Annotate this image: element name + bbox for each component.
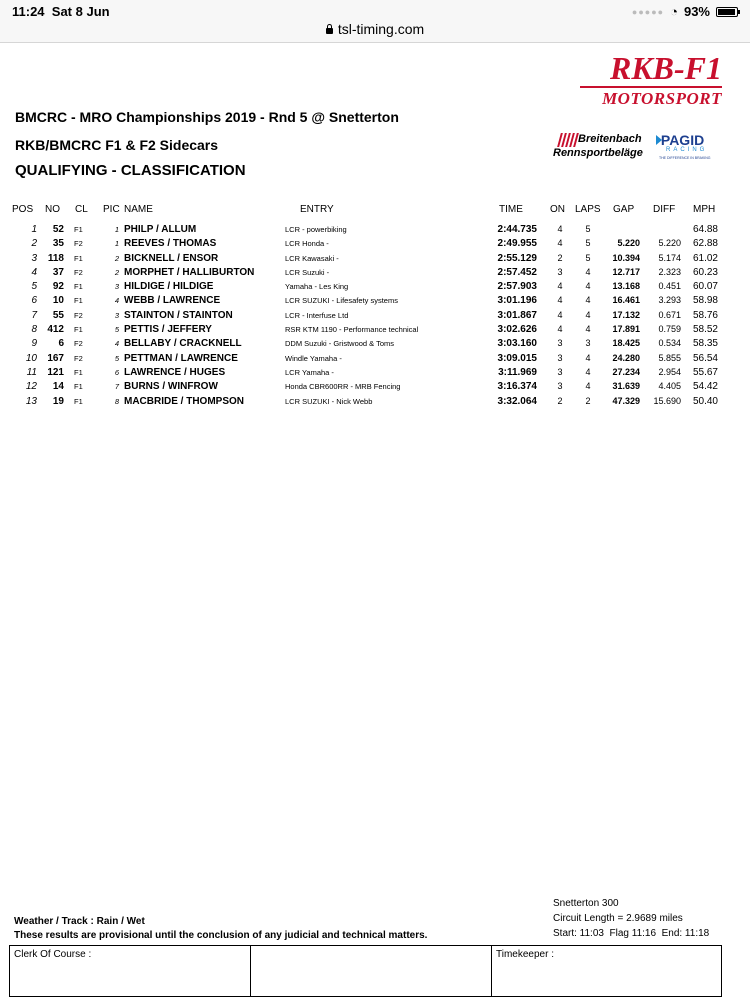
cell-time: 2:57.452 — [497, 266, 537, 278]
cell-pic: 1 — [114, 225, 119, 234]
cell-gap: 5.220 — [617, 238, 640, 249]
cell-cl: F2 — [74, 310, 83, 320]
cell-gap: 47.329 — [612, 395, 640, 406]
cell-no: 6 — [58, 338, 64, 350]
status-time: 11:24 Sat 8 Jun — [12, 4, 110, 19]
cell-diff: 0.671 — [658, 309, 681, 320]
url-text: tsl-timing.com — [337, 21, 425, 37]
cell-pos: 11 — [26, 366, 37, 378]
cell-on: 3 — [557, 366, 563, 377]
cell-cl: F1 — [74, 396, 83, 406]
col-name: NAME — [124, 204, 153, 215]
cell-mph: 58.76 — [692, 309, 718, 321]
cell-diff: 5.855 — [658, 352, 681, 363]
signal-icon: ●●●●● — [631, 6, 665, 17]
cell-pos: 4 — [31, 266, 37, 278]
cell-pic: 5 — [114, 353, 119, 363]
table-row — [0, 310, 750, 324]
cell-mph: 58.98 — [692, 295, 718, 307]
cell-entry: LCR - Interfuse Ltd — [285, 310, 349, 320]
cell-laps: 5 — [585, 238, 591, 249]
cell-entry: LCR Kawasaki - — [285, 253, 339, 263]
cell-name: BELLABY / CRACKNELL — [124, 338, 242, 350]
session-title: QUALIFYING - CLASSIFICATION — [15, 162, 246, 179]
table-row — [0, 396, 750, 410]
cell-gap: 27.234 — [612, 366, 640, 377]
cell-on: 3 — [557, 338, 563, 349]
cell-no: 10 — [52, 295, 64, 307]
cell-laps: 4 — [585, 281, 591, 292]
cell-diff: 15.690 — [653, 395, 681, 406]
col-pic: PIC — [103, 204, 120, 215]
cell-gap: 18.425 — [612, 338, 640, 349]
cell-cl: F2 — [74, 353, 83, 363]
cell-mph: 56.54 — [692, 352, 718, 364]
cell-on: 3 — [557, 266, 563, 277]
cell-mph: 60.23 — [692, 266, 718, 278]
cell-gap: 17.891 — [612, 324, 640, 335]
cell-on: 4 — [557, 238, 563, 249]
col-mph: MPH — [693, 204, 716, 215]
cell-cl: F1 — [74, 282, 83, 292]
table-row — [0, 224, 750, 238]
cell-mph: 58.35 — [692, 338, 718, 350]
cell-laps: 5 — [585, 252, 591, 263]
cell-no: 121 — [47, 366, 64, 378]
cell-laps: 4 — [585, 352, 591, 363]
cell-on: 4 — [557, 224, 563, 234]
lock-icon — [326, 28, 333, 34]
cell-no: 52 — [52, 224, 64, 235]
pagid-tagline: THE DIFFERENCE IN BRAKING — [659, 156, 711, 160]
cell-diff: 3.293 — [658, 295, 681, 306]
cell-on: 4 — [557, 309, 563, 320]
cell-pos: 12 — [25, 381, 37, 393]
cell-laps: 4 — [585, 324, 591, 335]
class-title: RKB/BMCRC F1 & F2 Sidecars — [15, 137, 219, 153]
logo-divider — [580, 86, 722, 88]
cell-no: 412 — [47, 324, 64, 336]
cell-time: 2:57.903 — [497, 281, 537, 293]
cell-cl: F1 — [74, 225, 83, 234]
cell-no: 19 — [52, 395, 64, 407]
cell-time: 3:01.867 — [497, 309, 537, 321]
cell-on: 3 — [557, 381, 563, 392]
col-no: NO — [45, 204, 60, 215]
cell-diff: 4.405 — [658, 381, 681, 392]
cell-gap: 24.280 — [612, 352, 640, 363]
cell-diff: 0.534 — [658, 338, 681, 349]
cell-on: 4 — [557, 324, 563, 335]
cell-no: 55 — [52, 309, 64, 321]
cell-laps: 5 — [585, 224, 591, 234]
table-row — [0, 295, 750, 309]
cell-laps: 2 — [585, 395, 591, 406]
cell-mph: 60.07 — [692, 281, 718, 293]
logo-main-text: RKB-F1 — [609, 50, 722, 86]
cell-name: LAWRENCE / HUGES — [124, 366, 226, 378]
cell-pos: 6 — [31, 295, 37, 307]
cell-no: 37 — [52, 266, 64, 278]
breitenbach-name: Breitenbach — [578, 133, 642, 145]
cell-gap: 10.394 — [612, 252, 640, 263]
cell-entry: LCR Honda - — [285, 239, 329, 249]
table-row — [0, 324, 750, 338]
cell-on: 3 — [557, 352, 563, 363]
cell-entry: LCR Suzuki - — [285, 267, 330, 277]
url-bar[interactable] — [0, 22, 750, 43]
cell-mph: 54.42 — [692, 381, 718, 393]
weather-track: Weather / Track : Rain / Wet — [14, 916, 145, 927]
rkb-f1-logo — [572, 52, 722, 107]
cell-name: PHILP / ALLUM — [124, 224, 197, 235]
cell-gap: 13.168 — [612, 281, 640, 292]
cell-entry: LCR SUZUKI - Nick Webb — [285, 396, 373, 406]
signature-box — [9, 945, 722, 997]
cell-time: 3:02.626 — [497, 324, 537, 336]
cell-cl: F1 — [74, 296, 83, 306]
cell-entry: LCR Yamaha - — [285, 367, 334, 377]
col-cl: CL — [75, 204, 88, 215]
cell-pos: 13 — [25, 395, 37, 407]
table-row — [0, 238, 750, 252]
cell-mph: 55.67 — [692, 366, 718, 378]
table-row — [0, 267, 750, 281]
session-times: Start: 11:03 Flag 11:16 End: 11:18 — [553, 928, 710, 939]
col-gap: GAP — [613, 204, 635, 215]
cell-laps: 3 — [585, 338, 591, 349]
cell-pic: 1 — [114, 239, 119, 249]
cell-on: 2 — [557, 395, 563, 406]
cell-mph: 58.52 — [692, 324, 718, 336]
cell-diff: 2.954 — [658, 366, 681, 377]
cell-entry: RSR KTM 1190 - Performance technical — [285, 325, 419, 335]
cell-pos: 8 — [31, 324, 37, 336]
battery-percent: 93% — [683, 4, 710, 19]
cell-mph: 50.40 — [692, 395, 718, 407]
breitenbach-stripes-icon — [557, 133, 577, 147]
cell-pic: 3 — [114, 310, 119, 320]
table-row — [0, 381, 750, 395]
cell-name: MACBRIDE / THOMPSON — [124, 395, 244, 407]
cell-cl: F2 — [74, 239, 83, 249]
cell-diff: 5.174 — [658, 252, 681, 263]
cell-time: 3:32.064 — [497, 395, 537, 407]
cell-pos: 3 — [31, 252, 37, 264]
cell-pos: 1 — [31, 224, 37, 235]
cell-no: 118 — [47, 252, 64, 264]
cell-no: 35 — [52, 238, 64, 250]
battery-icon — [716, 7, 738, 17]
cell-laps: 4 — [585, 366, 591, 377]
results-header — [0, 204, 750, 218]
championship-title: BMCRC - MRO Championships 2019 - Rnd 5 @ Snetterton — [15, 109, 399, 125]
cell-pic: 7 — [114, 382, 119, 392]
col-time: TIME — [499, 204, 523, 215]
cell-name: STAINTON / STAINTON — [124, 309, 233, 321]
cell-name: PETTIS / JEFFERY — [124, 324, 212, 336]
cell-on: 4 — [557, 281, 563, 292]
cell-mph: 61.02 — [692, 252, 718, 264]
col-diff: DIFF — [653, 204, 676, 215]
cell-mph: 62.88 — [692, 238, 718, 250]
cell-pos: 7 — [31, 309, 37, 321]
col-entry: ENTRY — [300, 204, 334, 215]
cell-name: BURNS / WINFROW — [124, 381, 218, 393]
cell-time: 2:44.735 — [497, 224, 537, 235]
cell-diff: 2.323 — [658, 266, 681, 277]
cell-cl: F1 — [74, 382, 83, 392]
cell-pic: 3 — [114, 282, 119, 292]
circuit-info — [553, 896, 709, 941]
cell-time: 3:11.969 — [498, 366, 537, 378]
cell-entry: Honda CBR600RR - MRB Fencing — [285, 382, 401, 392]
results-table — [0, 224, 750, 410]
cell-diff: 0.759 — [658, 324, 681, 335]
cell-laps: 4 — [585, 381, 591, 392]
cell-time: 3:01.196 — [497, 295, 537, 307]
cell-pic: 8 — [114, 396, 119, 406]
cell-name: HILDIGE / HILDIGE — [124, 281, 214, 293]
cell-pos: 5 — [31, 281, 37, 293]
cell-gap: 12.717 — [612, 266, 640, 277]
status-bar — [0, 0, 750, 22]
clerk-of-course-cell: Clerk Of Course : — [10, 946, 251, 996]
status-right — [632, 4, 738, 19]
cell-no: 167 — [47, 352, 64, 364]
cell-pic: 5 — [114, 325, 119, 335]
table-row — [0, 281, 750, 295]
table-row — [0, 353, 750, 367]
cell-pic: 6 — [114, 367, 119, 377]
col-pos: POS — [12, 204, 34, 215]
cell-diff: 0.451 — [658, 281, 681, 292]
wifi-icon: ◔ — [670, 4, 678, 19]
cell-laps: 4 — [585, 295, 591, 306]
col-laps: LAPS — [575, 204, 601, 215]
cell-entry: DDM Suzuki - Gristwood & Toms — [285, 339, 395, 349]
cell-entry: LCR - powerbiking — [285, 225, 347, 234]
cell-name: REEVES / THOMAS — [124, 238, 217, 250]
cell-pos: 2 — [31, 238, 37, 250]
cell-pic: 4 — [114, 339, 119, 349]
cell-entry: Yamaha - Les King — [285, 282, 349, 292]
cell-time: 2:55.129 — [497, 252, 537, 264]
sponsor-logos — [553, 132, 723, 162]
logo-sub-text: MOTORSPORT — [602, 89, 722, 108]
cell-time: 3:09.015 — [497, 352, 537, 364]
timekeeper-cell: Timekeeper : — [496, 949, 554, 960]
cell-cl: F1 — [74, 253, 83, 263]
cell-entry: Windle Yamaha - — [285, 353, 342, 363]
cell-entry: LCR SUZUKI - Lifesafety systems — [285, 296, 398, 306]
table-row — [0, 253, 750, 267]
circuit-length: Circuit Length = 2.9689 miles — [553, 913, 683, 924]
cell-diff: 5.220 — [658, 238, 681, 249]
cell-on: 2 — [557, 252, 563, 263]
cell-name: BICKNELL / ENSOR — [124, 252, 219, 264]
cell-cl: F1 — [74, 325, 83, 335]
circuit-name: Snetterton 300 — [553, 898, 619, 909]
middle-signature-cell — [251, 946, 492, 996]
cell-name: MORPHET / HALLIBURTON — [124, 266, 255, 278]
cell-gap: 31.639 — [612, 381, 640, 392]
cell-cl: F2 — [74, 339, 83, 349]
cell-laps: 4 — [585, 309, 591, 320]
cell-pic: 2 — [114, 253, 119, 263]
table-row — [0, 367, 750, 381]
cell-cl: F1 — [74, 367, 83, 377]
cell-cl: F2 — [74, 267, 83, 277]
cell-gap: 17.132 — [612, 309, 640, 320]
cell-time: 3:03.160 — [497, 338, 537, 350]
cell-laps: 4 — [585, 266, 591, 277]
cell-time: 2:49.955 — [497, 238, 537, 250]
cell-no: 92 — [52, 281, 64, 293]
cell-pic: 2 — [114, 267, 119, 277]
cell-pos: 9 — [31, 338, 37, 350]
cell-pos: 10 — [25, 352, 37, 364]
col-on: ON — [550, 204, 565, 215]
pagid-racing: RACING — [666, 147, 708, 153]
pagid-name: PAGID — [660, 132, 705, 148]
cell-on: 4 — [557, 295, 563, 306]
cell-gap: 16.461 — [612, 295, 640, 306]
cell-mph: 64.88 — [692, 224, 718, 235]
table-row — [0, 338, 750, 352]
cell-pic: 4 — [114, 296, 119, 306]
cell-no: 14 — [52, 381, 64, 393]
cell-name: PETTMAN / LAWRENCE — [124, 352, 238, 364]
cell-time: 3:16.374 — [497, 381, 537, 393]
breitenbach-sub: Rennsportbeläge — [553, 147, 643, 159]
cell-name: WEBB / LAWRENCE — [124, 295, 221, 307]
provisional-notice: These results are provisional until the conclusion of any judicial and technical matters. — [14, 930, 428, 941]
